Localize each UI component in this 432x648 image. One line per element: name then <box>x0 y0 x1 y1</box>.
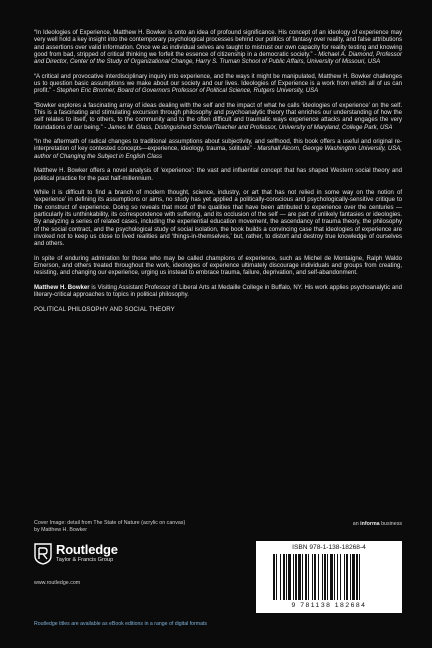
barcode-bar <box>330 554 333 600</box>
publisher-website[interactable]: www.routledge.com <box>34 580 81 586</box>
barcode-bar <box>322 554 323 600</box>
author-bio <box>34 285 402 300</box>
barcode-digits: 9 781138 182684 <box>291 602 367 609</box>
review-2 <box>34 74 402 96</box>
barcode-bar <box>298 554 301 600</box>
publisher-group: Taylor & Francis Group <box>56 557 114 563</box>
informa-business-tag <box>353 521 402 527</box>
routledge-logo <box>34 541 164 571</box>
barcode-bar <box>293 554 294 600</box>
review-attribution: - James M. Glass, Distinguished Scholar/Teacher and Professor, University of Maryland, College Park, USA <box>102 124 393 131</box>
isbn-label: ISBN 978-1-138-18268-4 <box>292 544 366 551</box>
barcode-bar <box>350 554 351 600</box>
barcode-bar <box>327 554 328 600</box>
barcode-bar <box>283 554 285 600</box>
barcode-panel <box>256 541 402 613</box>
barcode-bar <box>314 554 316 600</box>
informa-suffix: business <box>379 521 402 527</box>
barcode-bar <box>340 554 341 600</box>
barcode-bar <box>352 554 355 600</box>
review-4 <box>34 139 402 161</box>
footer <box>34 520 402 638</box>
barcode-bar <box>337 554 338 600</box>
review-quote: “In Ideologies of Experience, Matthew H. Bowker is onto an idea of profound significance. His concept of an ideology of experience may very well hold a key insight into the contemporary psychological processes behind our politics of fantasy over reality, and false attributions and assertions over valid information. Once we as individual selves are taught to mistrust our own capacity for reality testing and knowing good from bad, stripped of critical thinking we forfeit the essence of citizenship in a democratic society.” <box>34 30 402 59</box>
barcode-bar <box>318 554 319 600</box>
barcode-bar <box>273 554 275 600</box>
description-paragraph: While it is difficult to find a branch of modern thought, science, industry, or art that has not relied in some way on the notion of ‘experience’ in defining its assumptions or aims, no study has yet applied a politically-conscious and psychologically-sensitive critique to the construct of experience. Doing so reveals that most of the qualities that have been attributed to experience over the centuries — particularly its unthinkability, its correspondence with suffering, and its occlusion of the self — are part of unlikely fantasies or ideologies. By analyzing a series of related cases, including the experiential education movement, the ascendancy of trauma theory, the philosophy of the social contract, and the psychological study of social isolation, the book builds a convincing case that ideologies of experience are invoked not to keep us close to lived realities and ‘things-in-themselves,’ but, rather, to distort and destroy true knowledge of ourselves and others. <box>34 189 402 248</box>
review-attribution: - Michael A. Diamond, Professor and Director, Center of the Study of Organizational Change, Harry S. Truman School of Public Affairs, University of Missouri, USA <box>34 52 402 66</box>
informa-brand: informa <box>360 521 380 527</box>
barcode-bar <box>308 554 309 600</box>
review-quote: “In the aftermath of radical changes to traditional assumptions about subjectivity, and selfhood, this book offers a useful and original re-interpretation of key contested concepts—experience, ideology, trauma, solitude” <box>34 139 402 153</box>
barcode-bar <box>356 554 358 600</box>
barcode-graphic <box>273 554 387 600</box>
barcode-bar <box>359 554 360 600</box>
barcode-bar <box>324 554 326 600</box>
author-bio-text: is Visiting Assistant Professor of Liberal Arts at Medaille College in Buffalo, NY. His work applies psychoanalytic and literary-critical approaches to topics in political philosophy. <box>34 284 402 298</box>
review-attribution: - Stephen Eric Bronner, Board of Governors Professor of Political Science, Rutgers University, USA <box>51 88 319 95</box>
barcode-bar <box>280 554 281 600</box>
barcode-bar <box>302 554 303 600</box>
cover-credit-line: by Matthew H. Bowker <box>34 526 87 533</box>
barcode-bar <box>346 554 348 600</box>
review-quote: “A critical and provocative interdisciplinary inquiry into experience, and the ways it might be manipulated, Matthew H. Bowker challenges us to question basic assumptions we make about our society and our lives. Ideologies of Experience is a work from which all of us can profit.” <box>34 73 402 95</box>
text-column <box>34 30 402 314</box>
ebook-note: Routledge titles are available as eBook editions in a range of digital formats <box>34 621 208 627</box>
barcode-bar <box>276 554 277 600</box>
author-name: Matthew H. Bowker <box>34 284 90 291</box>
barcode-bar <box>286 554 287 600</box>
barcode-bar <box>334 554 335 600</box>
barcode-bar <box>305 554 307 600</box>
publisher-name: Routledge <box>56 542 118 557</box>
barcode-bar <box>344 554 345 600</box>
routledge-shield-icon <box>34 543 52 565</box>
review-quote: “Bowker explores a fascinating array of ideas dealing with the self and the impact of what he calls ‘ideologies of experience’ on the self. This is a fascinating and stimulating excursion through philosophy and psychoanalytic theory that enriches our understanding of how the self relates to itself, to others, to the community and to the often difficult and traumatic ways experience attacks and engages the very foundations of our being.” <box>34 102 402 131</box>
barcode-bar <box>312 554 313 600</box>
cover-credit <box>34 520 185 533</box>
barcode-bar <box>288 554 291 600</box>
review-1 <box>34 30 402 67</box>
cover-credit-line: Cover Image: detail from The State of Nature (acrylic on canvas) <box>34 520 186 526</box>
review-attribution: - Marshall Alcorn, George Washington University, USA, author of Changing the Subject in English Class <box>34 146 402 160</box>
subject-category: POLITICAL PHILOSOPHY AND SOCIAL THEORY <box>34 306 175 314</box>
review-3 <box>34 103 402 132</box>
description-paragraph: In spite of enduring admiration for those who may be called champions of experience, such as Michel de Montaigne, Ralph Waldo Emerson, and others treated throughout the work, ideologies of experience ultimately discourage individuals and groups from creating, resisting, and changing our experience, urging us instead to embrace trauma, failure, deprivation, and self-abandonment. <box>34 255 402 277</box>
informa-prefix: an <box>352 521 361 527</box>
description-paragraph: Matthew H. Bowker offers a novel analysis of ‘experience’: the vast and influential concept that has shaped Western social theory and political practice for the past half-millennium. <box>34 168 402 182</box>
barcode-bar <box>295 554 297 600</box>
